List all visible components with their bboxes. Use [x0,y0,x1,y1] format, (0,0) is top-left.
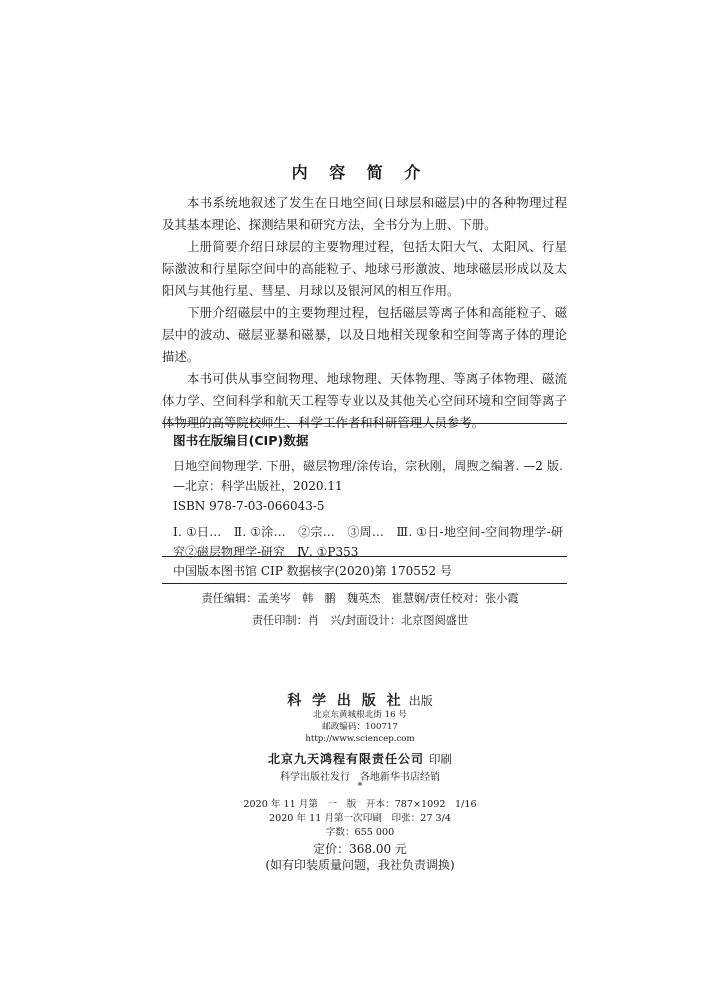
cip-top-rule [162,423,567,424]
cip-record-number: 中国版本图书馆 CIP 数据核字(2020)第 170552 号 [173,564,452,578]
summary-paragraph-2: 上册简要介绍日球层的主要物理过程，包括太阳大气、太阳风、行星际激波和行星际空间中的高能粒子、地球弓形激波、地球磁层形成以及太阳风与其他行星、彗星、月球以及银河风的相互作用。 [162,239,567,298]
publisher-postcode: 邮政编码：100717 [322,722,398,732]
printer-line [0,748,720,767]
cip-isbn: ISBN 978-7-03-066043-5 [173,499,325,513]
quality-notice: (如有印装质量问题，我社负责调换) [265,858,455,872]
distribution-line: 科学出版社发行 各地新华书店经销 [280,772,440,783]
summary-paragraph-1: 本书系统地叙述了发生在日地空间(日球层和磁层)中的各种物理过程及其基本理论、探测结果和研究方法，全书分为上册、下册。 [162,195,567,232]
word-count: 字数：655 000 [325,827,395,838]
edition-line-2: 2020 年 11 月第一次印刷 印张：27 3/4 [269,813,451,824]
printer-logo: 北京九天鸿程有限责任公司 [267,752,424,766]
publisher-suffix: 出版 [408,694,433,708]
production-credits: 责任印制：肖 兴/封面设计：北京图阅盛世 [251,614,469,627]
publisher-line [0,690,720,710]
printer-suffix: 印刷 [429,752,453,766]
cip-middle-rule [162,556,567,557]
cip-bottom-rule [162,583,567,584]
publisher-logo: 科 学 出 版 社 [287,693,404,709]
summary-paragraph-3: 下册介绍磁层中的主要物理过程，包括磁层等离子体和高能粒子、磁层中的波动、磁层亚暴和磁暴，以及日地相关现象和空间等离子体的理论描述。 [162,305,567,364]
editor-credits: 责任编辑：孟美岑 韩 鹏 魏英杰 崔慧娴/责任校对：张小霞 [201,592,519,605]
summary-paragraph-4: 本书可供从事空间物理、地球物理、天体物理、等离子体物理、磁流体力学、空间科学和航天工程等专业以及其他关心空间环境和空间等离子体物理的高等院校师生、科学工作者和科研管理人员参考。 [162,371,567,430]
cip-heading: 图书在版编目(CIP)数据 [173,433,309,448]
separator-asterisk: * [357,781,363,792]
page-title: 内 容 简 介 [291,163,429,182]
cip-bibliographic-line: 日地空间物理学. 下册，磁层物理/涂传诒，宗秋刚，周煦之编著. —2 版. —北京：科学出版社，2020.11 [173,459,563,493]
price: 定价：368.00 元 [313,842,407,856]
edition-line-1: 2020 年 11 月第 一 版 开本：787×1092 1/16 [243,799,477,810]
publisher-url: http://www.sciencep.com [305,734,415,744]
publisher-address: 北京东黄城根北街 16 号 [313,710,407,720]
cip-classification: Ⅰ. ①日… Ⅱ. ①涂… ②宗… ③周… Ⅲ. ①日-地空间-空间物理学-研究②磁层物理学-研究 Ⅳ. ①P353 [173,525,563,559]
